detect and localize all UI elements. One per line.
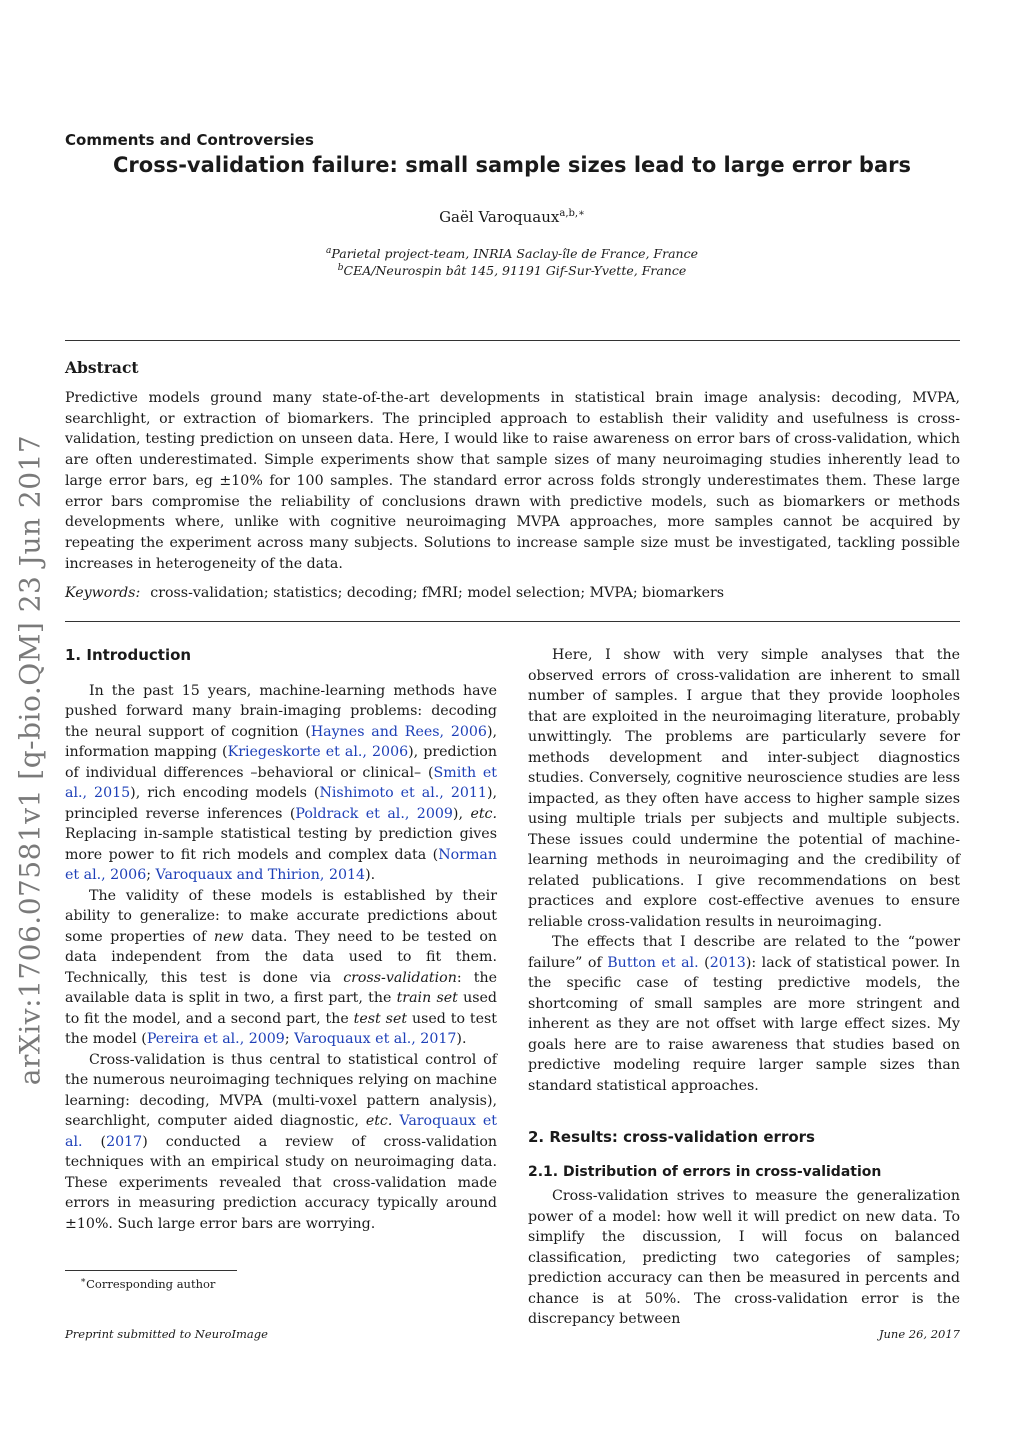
affiliation-mark: a bbox=[326, 246, 332, 256]
arxiv-stamp bbox=[8, 430, 52, 1090]
abstract-bottom-rule bbox=[65, 621, 960, 622]
results-heading: 2. Results: cross-validation errors bbox=[528, 1128, 815, 1146]
left-column bbox=[65, 645, 497, 1234]
footnote-text: Corresponding author bbox=[86, 1276, 216, 1291]
citation-link[interactable]: Norman et al., 2006 bbox=[65, 846, 497, 883]
citation-link[interactable]: Varoquaux and Thirion, 2014 bbox=[155, 867, 366, 883]
citation-link[interactable]: 2017 bbox=[106, 1133, 143, 1150]
citation-link[interactable]: Button et al. bbox=[607, 954, 699, 971]
citation-link[interactable]: Pereira et al., 2009 bbox=[146, 1031, 285, 1047]
author-marks: a,b,∗ bbox=[559, 208, 585, 219]
citation-link[interactable]: Kriegeskorte et al., 2006 bbox=[227, 744, 409, 760]
abstract-heading: Abstract bbox=[65, 358, 139, 377]
footnote bbox=[80, 1276, 215, 1291]
affiliation-text: Parietal project-team, INRIA Saclay-île de France, France bbox=[331, 246, 698, 262]
intro-paragraph-1: In the past 15 years, machine-learning methods have pushed forward many brain-imaging problems: decoding the neural support of cognition (Haynes and Rees, 2006), information mapping (Kriegeskorte et al., 2006), prediction of individual differences –behavioral or clinical– (Smith et al., 2015), rich encoding models (Nishimoto et al., 2011), principled reverse inferences (Poldrack et al., 2009), etc. Replacing in-sample statistical testing by prediction gives more power to fit rich models and complex data (Norman et al., 2006; Varoquaux and Thirion, 2014). bbox=[65, 682, 498, 883]
intro-paragraph-4: Here, I show with very simple analyses that the observed errors of cross-validation are inherent to small number of samples. I argue that they provide loopholes that are exploited in the neuroimaging literature, probably unwittingly. The problems are particularly severe for methods development and inter-subject diagnostics studies. Conversely, cognitive neuroscience studies are less impacted, as they often have access to higher sample sizes using multiple trials per subjects and multiple subjects. These issues could undermine the potential of machine-learning methods in neuroimaging and the credibility of related publications. I give recommendations on best practices and explore cost-effective avenues to ensure reliable cross-validation results in neuroimaging. bbox=[528, 647, 960, 930]
author bbox=[0, 208, 1024, 226]
section-label: Comments and Controversies bbox=[65, 131, 314, 149]
footer-left: Preprint submitted to NeuroImage bbox=[65, 1327, 268, 1341]
affiliation-a bbox=[0, 246, 1024, 261]
citation-link[interactable]: Nishimoto et al., 2011 bbox=[319, 785, 487, 801]
affiliation-text: CEA/Neurospin bât 145, 91191 Gif-Sur-Yvette, France bbox=[343, 263, 687, 279]
citation-link[interactable]: Varoquaux et al., 2017 bbox=[294, 1031, 457, 1047]
keywords bbox=[65, 585, 724, 601]
intro-paragraph-2: The validity of these models is established by their ability to generalize: to make accurate predictions about some properties of new data. They need to be tested on data independent from the data used to fit them. Technically, this test is done via cross-validation: the available data is split in two, a first part, the train set used to fit the model, and a second part, the test set used to test the model (Pereira et al., 2009; Varoquaux et al., 2017). bbox=[65, 887, 498, 1047]
keywords-label: Keywords: bbox=[65, 585, 141, 601]
arxiv-stamp-text: arXiv:1706.07581v1 [q-bio.QM] 23 Jun 2017 bbox=[13, 434, 47, 1086]
top-rule bbox=[65, 340, 960, 341]
footnote-rule bbox=[65, 1270, 237, 1271]
abstract-text: Predictive models ground many state-of-the-art developments in statistical brain image analysis: decoding, MVPA, searchlight, or extraction of biomarkers. The principled approach to establish their validity and usefulness is cross-validation, testing prediction on unseen data. Here, I would like to raise awareness on error bars of cross-validation, which are often underestimated. Simple experiments show that sample sizes of many neuroimaging studies inherently lead to large error bars, eg ±10% for 100 samples. The standard error across folds strongly underestimates them. These large error bars compromise the reliability of conclusions drawn with predictive models, such as biomarkers or methods developments where, unlike with cognitive neuroimaging MVPA approaches, more samples cannot be acquired by repeating the experiment across many subjects. Solutions to increase sample size must be investigated, tackling possible increases in heterogeneity of the data. bbox=[65, 390, 960, 572]
affiliation-b bbox=[0, 263, 1024, 278]
citation-link[interactable]: Poldrack et al., 2009 bbox=[295, 805, 453, 822]
right-column bbox=[528, 645, 960, 1330]
citation-link[interactable]: Varoquaux et al. bbox=[65, 1113, 497, 1150]
intro-paragraph-3: Cross-validation is thus central to statistical control of the numerous neuroimaging techniques relying on machine learning: decoding, MVPA (multi-voxel pattern analysis), searchlight, computer aided diagnostic, etc. Varoquaux et al. (2017) conducted a review of cross-validation techniques with an empirical study on neuroimaging data. These experiments revealed that cross-validation made errors in measuring prediction accuracy typically around ±10%. Such large error bars are worrying. bbox=[65, 1051, 498, 1232]
author-name: Gaël Varoquaux bbox=[439, 208, 560, 226]
citation-link[interactable]: Smith et al., 2015 bbox=[65, 764, 498, 801]
footnote-mark: ∗ bbox=[80, 1276, 87, 1286]
paper-title: Cross-validation failure: small sample sizes lead to large error bars bbox=[113, 153, 911, 177]
introduction-heading: 1. Introduction bbox=[65, 646, 192, 664]
affiliation-mark: b bbox=[337, 263, 344, 273]
citation-link[interactable]: 2013 bbox=[709, 954, 746, 971]
footer-right: June 26, 2017 bbox=[878, 1327, 960, 1341]
results-paragraph-1: Cross-validation strives to measure the generalization power of a model: how well it will predict on new data. To simplify the discussion, I will focus on balanced classification, predicting two categories of samples; prediction accuracy can then be measured in percents and chance is at 50%. The cross-validation error is the discrepancy between bbox=[528, 1188, 960, 1327]
citation-link[interactable]: Haynes and Rees, 2006 bbox=[310, 723, 487, 740]
keywords-text: cross-validation; statistics; decoding; fMRI; model selection; MVPA; biomarkers bbox=[150, 585, 725, 601]
intro-paragraph-5: The effects that I describe are related to the “power failure” of Button et al. (2013): lack of statistical power. In the specific case of testing predictive models, the shortcoming of small samples are more stringent and inherent as they are not offset with large effect sizes. My goals here are to raise awareness that studies based on predictive modeling require larger sample sizes than standard statistical approaches. bbox=[528, 934, 960, 1094]
subsection-heading: 2.1. Distribution of errors in cross-validation bbox=[528, 1163, 882, 1180]
